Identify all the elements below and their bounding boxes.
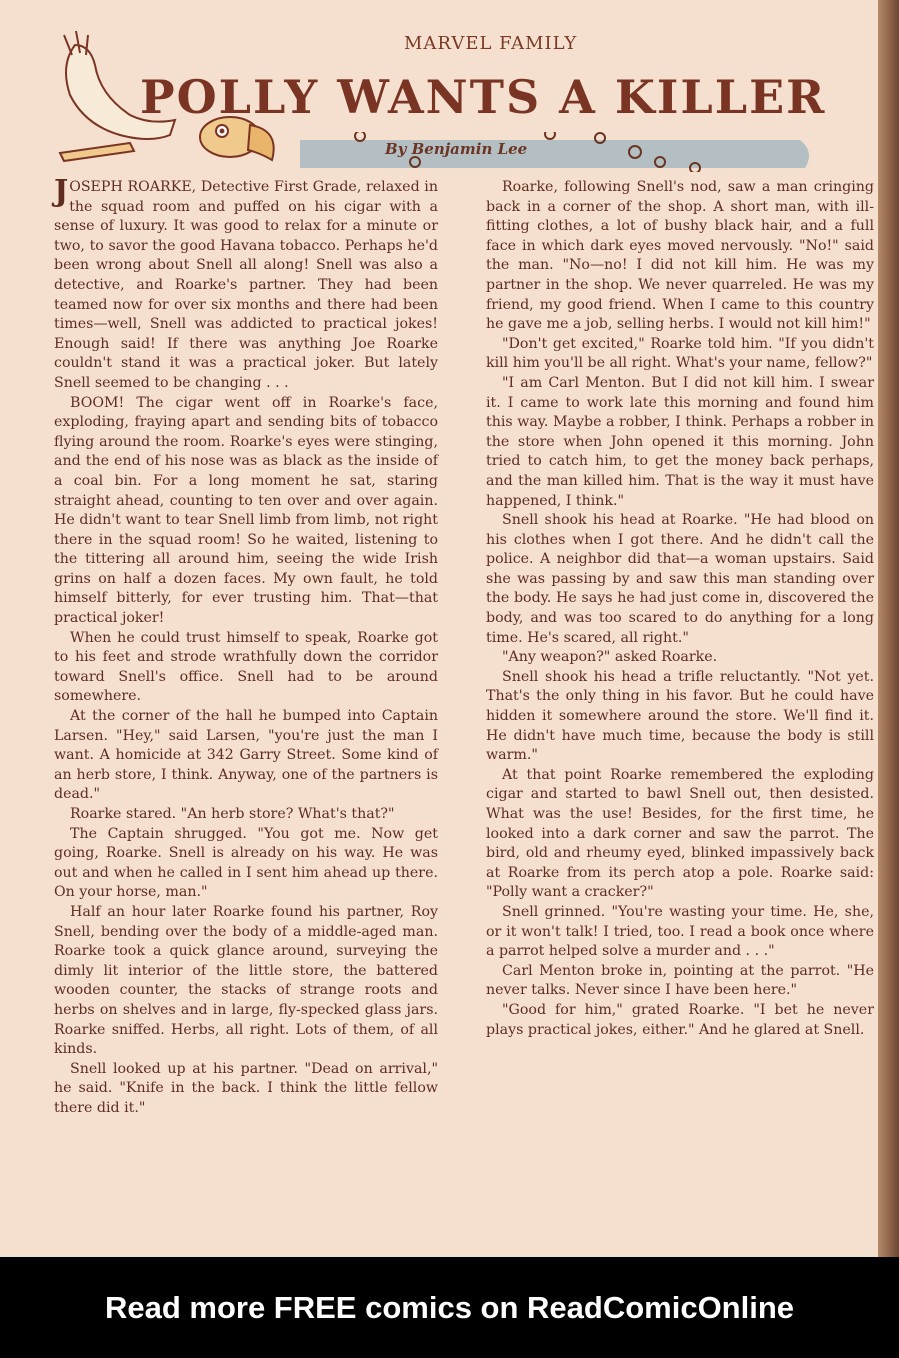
paragraph: Snell grinned. "You're wasting your time. He, she, or it won't talk! I tried, too. I read a book once where a parrot helped solve a murder and . . ." <box>486 903 874 960</box>
paragraph: At the corner of the hall he bumped into Captain Larsen. "Hey," said Larsen, "you're just the man I want. A homicide at 342 Garry Street. Some kind of an herb store, I think. Anyway, one of the partners is dead." <box>54 708 438 803</box>
drop-cap: J <box>54 174 69 209</box>
page-edge-strip <box>878 0 899 1257</box>
article-right-column <box>486 178 874 1040</box>
paragraph: Roarke, following Snell's nod, saw a man cringing back in a corner of the shop. A short man, with ill-fitting clothes, a lot of bushy black hair, and a full face in which dark eyes moved nervously. "No!" said the man. "No—no! I did not kill him. He was my partner in the shop. We never quarreled. He was my friend, my good friend. When I came to this country he gave me a job, selling herbs. I would not kill him!" <box>486 179 874 333</box>
story-title: POLLY WANTS A KILLER <box>140 70 827 124</box>
paragraph: "Good for him," grated Roarke. "I bet he never plays practical jokes, either." And he glared at Snell. <box>486 1001 874 1038</box>
paragraph: BOOM! The cigar went off in Roarke's face, exploding, fraying apart and sending bits of tobacco flying around the room. Roarke's eyes were stinging, and the end of his nose was as black as the inside of a coal bin. For a long moment he sat, staring straight ahead, counting to ten over and over again. He didn't want to tear Snell limb from limb, not right there in the squad room! So he waited, listening to the tittering all around him, seeing the wide Irish grins on half a dozen faces. My own fault, he told himself bitterly, for ever trusting him. That—that practical joker! <box>54 394 438 627</box>
magazine-title: MARVEL FAMILY <box>404 33 578 54</box>
paragraph: Snell looked up at his partner. "Dead on arrival," he said. "Knife in the back. I think the little fellow there did it." <box>54 1060 438 1116</box>
paragraph: Carl Menton broke in, pointing at the parrot. "He never talks. Never since I have been here." <box>486 962 874 999</box>
paragraph: The Captain shrugged. "You got me. Now get going, Roarke. Snell is already on his way. He was out and when he called in I sent him ahead up there. On your horse, man." <box>54 825 438 901</box>
byline-banner <box>300 132 820 172</box>
paragraph: When he could trust himself to speak, Roarke got to his feet and strode wrathfully down the corridor toward Snell's office. Snell had to be around somewhere. <box>54 629 438 705</box>
paragraph: Half an hour later Roarke found his partner, Roy Snell, bending over the body of a middle-aged man. Roarke took a quick glance around, surveying the dimly lit interior of the little store, the battered wooden counter, the stacks of strange roots and herbs on shelves and in large, fly-specked glass jars. Roarke sniffed. Herbs, all right. Lots of them, of all kinds. <box>54 903 438 1058</box>
paragraph: "Any weapon?" asked Roarke. <box>502 649 718 666</box>
footer-banner[interactable]: Read more FREE comics on ReadComicOnline <box>104 1290 795 1325</box>
paragraph: "I am Carl Menton. But I did not kill him. I swear it. I came to work late this morning and found him this way. Maybe a robber, I think. Perhaps a robber in the store when John opened it this morning. John tried to catch him, to get the money back perhaps, and the man killed him. That is the way it must have happened, I think." <box>486 374 874 509</box>
byline: By Benjamin Lee <box>385 140 528 158</box>
paragraph: Snell shook his head a trifle reluctantly. "Not yet. That's the only thing in his favor. But he could have hidden it somewhere around the store. We'll find it. He didn't have much time, because the body is still warm." <box>486 668 874 764</box>
paragraph: Snell shook his head at Roarke. "He had blood on his clothes when I got there. And he didn't call the police. A neighbor did that—a woman upstairs. Said she was passing by and saw this man standing over the body. He says he had just come in, discovered the body, and was too scared to do anything for a long time. He's scared, all right." <box>486 512 874 646</box>
paragraph: "Don't get excited," Roarke told him. "If you didn't kill him you'll be all right. What's your name, fellow?" <box>486 335 874 372</box>
paragraph: JOSEPH ROARKE, Detective First Grade, relaxed in the squad room and puffed on his cigar with a sense of luxury. It was good to relax for a minute or two, to savor the good Havana tobacco. Perhaps he'd been wrong about Snell all along! Snell was also a detective, and Roarke's partner. They had been teamed now for over six months and there had been times—well, Snell was addicted to practical jokes! Enough said! If there was anything Joe Roarke couldn't stand it was a practical joker. But lately Snell seemed to be changing . . . <box>54 174 438 391</box>
article-left-column <box>54 174 438 1119</box>
paragraph: Roarke stared. "An herb store? What's that?" <box>70 806 395 822</box>
paragraph: At that point Roarke remembered the exploding cigar and started to bawl Snell out, then desisted. What was the use! Besides, for the first time, he looked into a dark corner and saw the parrot. The bird, old and rheumy eyed, blinked impassively back at Roarke from its perch atop a pole. Roarke said: "Polly want a cracker?" <box>486 766 874 901</box>
